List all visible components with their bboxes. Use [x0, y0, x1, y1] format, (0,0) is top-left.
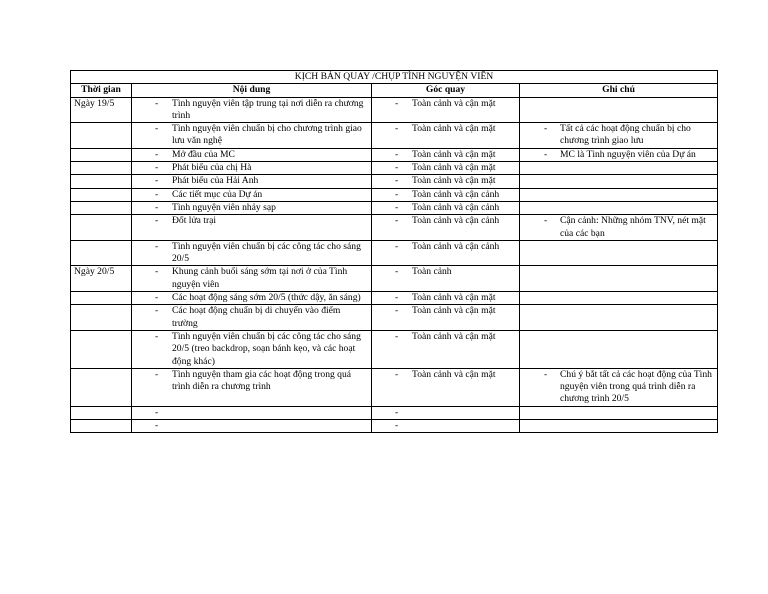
table-row [71, 215, 718, 241]
angle-bullet [375, 420, 516, 432]
cell-note [520, 148, 718, 161]
content-bullet [135, 331, 368, 368]
dash-marker: - [155, 201, 159, 213]
dash-marker: - [155, 406, 159, 418]
content-text: Mở đầu của MC [172, 148, 235, 160]
content-bullet [135, 420, 368, 432]
dash-marker: - [155, 240, 159, 252]
document-title: KỊCH BẢN QUAY /CHỤP TÌNH NGUYỆN VIÊN [71, 71, 718, 84]
angle-bullet [375, 331, 516, 343]
angle-bullet [375, 175, 516, 187]
cell-angle [372, 368, 520, 406]
cell-angle [372, 188, 520, 201]
dash-marker: - [155, 215, 159, 227]
filming-script-table [70, 70, 718, 433]
cell-time [71, 201, 132, 214]
cell-note [520, 305, 718, 331]
angle-text: Toàn cảnh và cận mặt [412, 292, 496, 304]
cell-angle [372, 266, 520, 292]
angle-text: Toàn cảnh và cận cảnh [412, 215, 500, 227]
content-text: Các tiết mục của Dự án [172, 188, 263, 200]
angle-text: Toàn cảnh và cận mặt [412, 330, 496, 342]
cell-content [132, 215, 372, 241]
table-row [71, 175, 718, 188]
cell-content [132, 188, 372, 201]
cell-angle [372, 97, 520, 123]
angle-bullet [375, 407, 516, 419]
cell-angle [372, 305, 520, 331]
cell-time [71, 215, 132, 241]
angle-text: Toàn cảnh và cận mặt [412, 162, 496, 174]
content-bullet [135, 292, 368, 304]
dash-marker: - [544, 368, 548, 380]
cell-time [71, 305, 132, 331]
table-row [71, 266, 718, 292]
content-text: Tình nguyện viên chuẩn bị các công tác cho sáng 20/5 [172, 240, 361, 265]
angle-text: Toàn cảnh và cận cảnh [412, 240, 500, 252]
note-text: Tất cả các hoạt động chuẩn bị cho chương trình giao lưu [560, 123, 691, 147]
angle-bullet [375, 202, 516, 214]
content-bullet [135, 162, 368, 174]
table-row [71, 406, 718, 419]
angle-bullet [375, 369, 516, 381]
angle-bullet [375, 292, 516, 304]
cell-note [520, 175, 718, 188]
table-row [71, 201, 718, 214]
header-content: Nội dung [132, 84, 372, 97]
cell-angle [372, 330, 520, 368]
cell-angle [372, 148, 520, 161]
content-bullet [135, 123, 368, 148]
dash-marker: - [395, 305, 399, 317]
cell-note [520, 330, 718, 368]
dash-marker: - [395, 406, 399, 418]
cell-time: Ngày 19/5 [71, 97, 132, 123]
dash-marker: - [544, 215, 548, 227]
cell-angle [372, 201, 520, 214]
table-row [71, 97, 718, 123]
cell-note [520, 406, 718, 419]
table-row [71, 330, 718, 368]
dash-marker: - [544, 123, 548, 135]
cell-time [71, 330, 132, 368]
cell-content [132, 305, 372, 331]
cell-content [132, 175, 372, 188]
dash-marker: - [395, 175, 399, 187]
table-body [71, 97, 718, 433]
content-bullet [135, 149, 368, 161]
cell-angle [372, 215, 520, 241]
cell-time [71, 240, 132, 266]
angle-text: Toàn cảnh và cận mặt [412, 305, 496, 317]
cell-content [132, 148, 372, 161]
content-bullet [135, 369, 368, 394]
dash-marker: - [155, 148, 159, 160]
cell-time [71, 175, 132, 188]
table-row [71, 368, 718, 406]
cell-content [132, 201, 372, 214]
cell-content [132, 240, 372, 266]
angle-text: Toàn cảnh và cận mặt [412, 148, 496, 160]
cell-time [71, 148, 132, 161]
dash-marker: - [155, 420, 159, 432]
cell-note [520, 201, 718, 214]
table-row [71, 148, 718, 161]
cell-angle [372, 123, 520, 149]
content-bullet [135, 189, 368, 201]
dash-marker: - [155, 330, 159, 342]
cell-angle [372, 175, 520, 188]
angle-bullet [375, 241, 516, 253]
content-text: Khung cảnh buổi sáng sớm tại nơi ở của Tình nguyện viên [172, 266, 348, 290]
table-row [71, 240, 718, 266]
dash-marker: - [155, 292, 159, 304]
dash-marker: - [395, 240, 399, 252]
cell-angle [372, 240, 520, 266]
content-bullet [135, 215, 368, 227]
content-text: Phát biểu của chị Hà [172, 162, 252, 174]
content-bullet [135, 305, 368, 330]
dash-marker: - [395, 266, 399, 278]
cell-time [71, 162, 132, 175]
cell-note [520, 188, 718, 201]
angle-text: Toàn cảnh và cận mặt [412, 175, 496, 187]
angle-bullet [375, 123, 516, 135]
note-text: MC là Tình nguyện viên của Dự án [560, 148, 696, 160]
title-row [71, 71, 718, 84]
angle-bullet [375, 149, 516, 161]
content-bullet [135, 241, 368, 266]
note-text: Chú ý bắt tất cả các hoạt động của Tình nguyện viên trong quá trình diễn ra chương trình 20/5 [560, 368, 712, 405]
cell-time [71, 420, 132, 433]
content-text: Phát biểu của Hải Anh [172, 175, 259, 187]
content-text: Các hoạt động chuẩn bị di chuyển vào điểm trường [172, 305, 341, 329]
cell-angle [372, 406, 520, 419]
cell-angle [372, 420, 520, 433]
cell-content [132, 406, 372, 419]
dash-marker: - [155, 162, 159, 174]
cell-note [520, 215, 718, 241]
cell-time [71, 188, 132, 201]
header-note: Ghi chú [520, 84, 718, 97]
angle-bullet [375, 305, 516, 317]
cell-note [520, 123, 718, 149]
cell-content [132, 123, 372, 149]
note-bullet [523, 215, 714, 240]
dash-marker: - [395, 162, 399, 174]
dash-marker: - [155, 266, 159, 278]
cell-time: Ngày 20/5 [71, 266, 132, 292]
angle-bullet [375, 215, 516, 227]
cell-note [520, 266, 718, 292]
content-bullet [135, 98, 368, 123]
angle-bullet [375, 266, 516, 278]
cell-note [520, 420, 718, 433]
table-row [71, 162, 718, 175]
table-row [71, 188, 718, 201]
header-angle: Góc quay [372, 84, 520, 97]
header-time: Thời gian [71, 84, 132, 97]
angle-text: Toàn cảnh [412, 266, 452, 278]
cell-content [132, 97, 372, 123]
angle-text: Toàn cảnh và cận mặt [412, 368, 496, 380]
dash-marker: - [155, 368, 159, 380]
cell-note [520, 97, 718, 123]
note-bullet [523, 149, 714, 161]
dash-marker: - [395, 148, 399, 160]
cell-angle [372, 162, 520, 175]
dash-marker: - [395, 123, 399, 135]
content-text: Tình nguyện viên tập trung tại nơi diễn ra chương trình [172, 97, 364, 121]
dash-marker: - [155, 188, 159, 200]
cell-note [520, 292, 718, 305]
dash-marker: - [395, 330, 399, 342]
table-row [71, 123, 718, 149]
angle-bullet [375, 98, 516, 110]
cell-content [132, 420, 372, 433]
angle-text: Toàn cảnh và cận cảnh [412, 201, 500, 213]
dash-marker: - [395, 215, 399, 227]
header-row [71, 84, 718, 97]
dash-marker: - [395, 201, 399, 213]
content-text: Đốt lửa trại [172, 215, 217, 227]
content-text: Tình nguyện viên chuẩn bị các công tác cho sáng 20/5 (treo backdrop, soạn bánh kẹo, và các hoạt động khác) [172, 330, 361, 367]
note-bullet [523, 369, 714, 406]
content-bullet [135, 407, 368, 419]
table-row [71, 292, 718, 305]
angle-text: Toàn cảnh và cận mặt [412, 123, 496, 135]
content-text: Tình nguyện viên nhảy sạp [172, 201, 276, 213]
cell-note [520, 162, 718, 175]
cell-content [132, 162, 372, 175]
cell-note [520, 368, 718, 406]
content-text: Tình nguyện viên chuẩn bị cho chương trình giao lưu văn nghệ [172, 123, 362, 147]
dash-marker: - [155, 305, 159, 317]
angle-text: Toàn cảnh và cận mặt [412, 97, 496, 109]
dash-marker: - [155, 123, 159, 135]
dash-marker: - [395, 420, 399, 432]
cell-angle [372, 292, 520, 305]
content-text: Tình nguyện tham gia các hoạt động trong quá trình diễn ra chương trình [172, 368, 352, 393]
content-bullet [135, 266, 368, 291]
dash-marker: - [544, 148, 548, 160]
table-row [71, 420, 718, 433]
dash-marker: - [395, 188, 399, 200]
content-bullet [135, 175, 368, 187]
cell-content [132, 330, 372, 368]
cell-content [132, 292, 372, 305]
note-bullet [523, 123, 714, 148]
cell-content [132, 368, 372, 406]
table-row [71, 305, 718, 331]
dash-marker: - [395, 292, 399, 304]
cell-time [71, 406, 132, 419]
dash-marker: - [155, 97, 159, 109]
note-text: Cận cảnh: Những nhóm TNV, nét mặt của các bạn [560, 215, 706, 239]
cell-content [132, 266, 372, 292]
cell-time [71, 292, 132, 305]
angle-bullet [375, 189, 516, 201]
content-bullet [135, 202, 368, 214]
cell-time [71, 123, 132, 149]
dash-marker: - [395, 368, 399, 380]
cell-note [520, 240, 718, 266]
angle-text: Toàn cảnh và cận cảnh [412, 188, 500, 200]
cell-time [71, 368, 132, 406]
content-text: Các hoạt động sáng sớm 20/5 (thức dậy, ăn sáng) [172, 292, 361, 304]
dash-marker: - [395, 97, 399, 109]
angle-bullet [375, 162, 516, 174]
dash-marker: - [155, 175, 159, 187]
